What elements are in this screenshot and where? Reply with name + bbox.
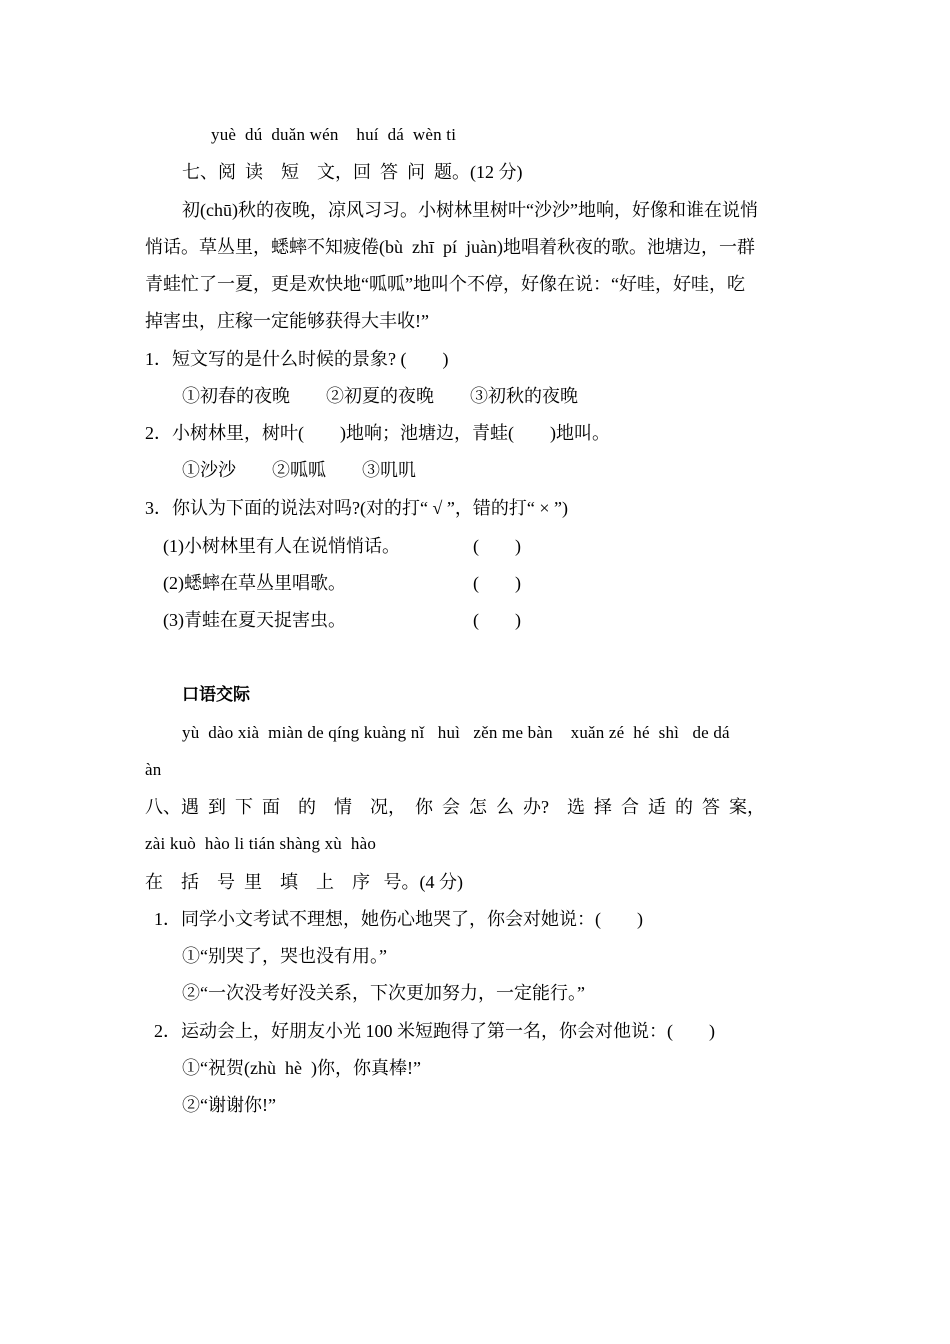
q2-options: ①沙沙 ②呱呱 ③叽叽	[182, 460, 416, 480]
oral-pinyin-line-1: yù dào xià miàn de qíng kuàng nǐ huì zěn me bàn xuǎn zé hé shì de dá	[182, 723, 730, 742]
q3-item-3-blank: ( )	[473, 610, 521, 630]
q3-question: 3．你认为下面的说法对吗?(对的打“ √ ”，错的打“ × ”)	[145, 498, 568, 518]
q1-question: 1．短文写的是什么时候的景象? ( )	[145, 349, 449, 369]
passage-line-2: 悄话。草丛里，蟋蟀不知疲倦(bù zhī pí juàn)地唱着秋夜的歌。池塘边，一群	[145, 237, 755, 257]
oral-q2-option-2: ②“谢谢你!”	[182, 1095, 276, 1115]
q3-item-2: (2)蟋蟀在草丛里唱歌。	[163, 573, 346, 593]
section7-title: 七、阅 读 短 文，回 答 问 题。(12 分)	[182, 162, 523, 182]
passage-line-4: 掉害虫，庄稼一定能够获得大丰收!”	[145, 311, 429, 331]
q3-item-1: (1)小树林里有人在说悄悄话。	[163, 536, 400, 556]
oral-q2-question: 2．运动会上，好朋友小光 100 米短跑得了第一名，你会对他说：( )	[154, 1021, 715, 1041]
q2-question: 2．小树林里，树叶( )地响；池塘边，青蛙( )地叫。	[145, 423, 610, 443]
q3-item-1-blank: ( )	[473, 536, 521, 556]
passage-line-1: 初(chū)秋的夜晚，凉风习习。小树林里树叶“沙沙”地响，好像和谁在说悄	[182, 200, 758, 220]
q1-options: ①初春的夜晚 ②初夏的夜晚 ③初秋的夜晚	[182, 386, 578, 406]
oral-pinyin-line-1b: àn	[145, 760, 162, 779]
oral-q1-option-2: ②“一次没考好没关系，下次更加努力，一定能行。”	[182, 983, 585, 1003]
q3-item-3: (3)青蛙在夏天捉害虫。	[163, 610, 346, 630]
oral-title-line-1: 八、遇 到 下 面 的 情 况， 你 会 怎 么 办? 选 择 合 适 的 答 案，	[145, 797, 765, 817]
q3-item-2-blank: ( )	[473, 573, 521, 593]
oral-pinyin-line-2: zài kuò hào li tián shàng xù hào	[145, 834, 377, 853]
oral-title-line-2: 在 括 号 里 填 上 序 号。(4 分)	[145, 872, 463, 892]
oral-q1-question: 1．同学小文考试不理想，她伤心地哭了，你会对她说：( )	[154, 909, 643, 929]
oral-heading: 口语交际	[182, 685, 250, 705]
oral-q1-option-1: ①“别哭了，哭也没有用。”	[182, 946, 387, 966]
oral-q2-option-1: ①“祝贺(zhù hè )你，你真棒!”	[182, 1058, 421, 1078]
section7-pinyin: yuè dú duǎn wén huí dá wèn ti	[211, 125, 457, 144]
passage-line-3: 青蛙忙了一夏，更是欢快地“呱呱”地叫个不停，好像在说：“好哇，好哇，吃	[145, 274, 745, 294]
